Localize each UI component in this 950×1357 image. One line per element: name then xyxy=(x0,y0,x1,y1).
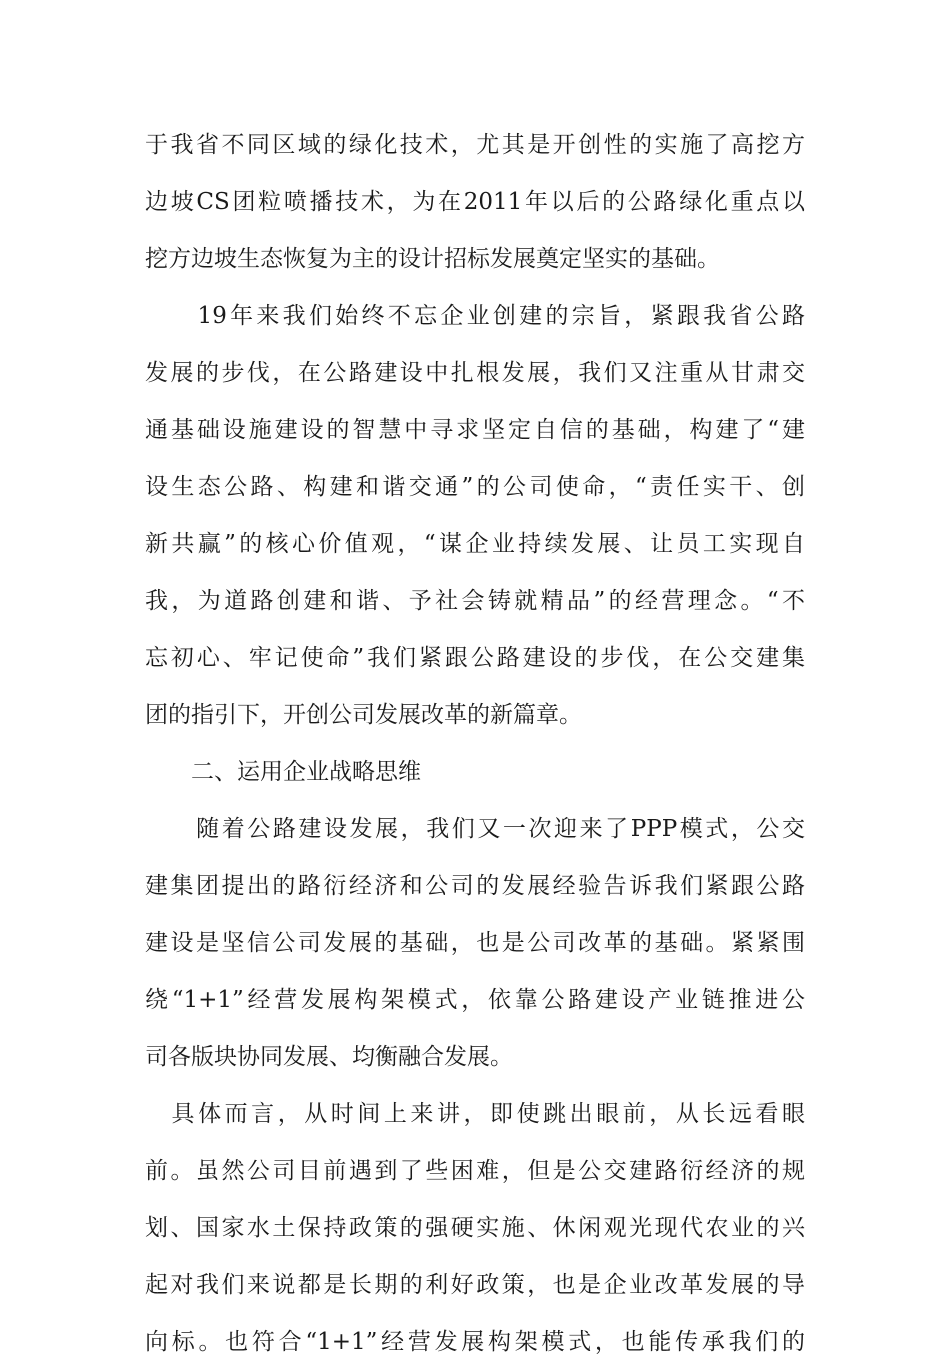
text-line-10: 忘初心、牢记使命”我们紧跟公路建设的步伐，在公交建集 xyxy=(145,645,805,671)
text-line-2: 边坡CS团粒喷播技术，为在2011年以后的公路绿化重点以 xyxy=(145,189,805,215)
text-line-22: 向标。也符合“1+1”经营发展构架模式，也能传承我们的 xyxy=(145,1329,805,1355)
text-line-20: 划、国家水土保持政策的强硬实施、休闲观光现代农业的兴 xyxy=(145,1215,805,1241)
text-line-9: 我，为道路创建和谐、予社会铸就精品”的经营理念。“不 xyxy=(145,588,805,614)
text-line-11: 团的指引下，开创公司发展改革的新篇章。 xyxy=(145,702,582,728)
text-line-17: 司各版块协同发展、均衡融合发展。 xyxy=(145,1044,513,1070)
text-line-7: 设生态公路、构建和谐交通”的公司使命，“责任实干、创 xyxy=(145,474,805,500)
text-line-18: 具体而言，从时间上来讲，即使跳出眼前，从长远看眼 xyxy=(145,1101,805,1127)
text-line-19: 前。虽然公司目前遇到了些困难，但是公交建路衍经济的规 xyxy=(145,1158,805,1184)
text-line-5: 发展的步伐，在公路建设中扎根发展，我们又注重从甘肃交 xyxy=(145,360,805,386)
text-line-13: 随着公路建设发展，我们又一次迎来了PPP模式，公交 xyxy=(145,816,805,842)
text-line-14: 建集团提出的路衍经济和公司的发展经验告诉我们紧跟公路 xyxy=(145,873,805,899)
text-line-21: 起对我们来说都是长期的利好政策，也是企业改革发展的导 xyxy=(145,1272,805,1298)
text-line-16: 绕“1+1”经营发展构架模式，依靠公路建设产业链推进公 xyxy=(145,987,805,1013)
section-heading: 二、运用企业战略思维 xyxy=(145,759,421,785)
text-line-6: 通基础设施建设的智慧中寻求坚定自信的基础，构建了“建 xyxy=(145,417,805,443)
text-line-4: 19年来我们始终不忘企业创建的宗旨，紧跟我省公路 xyxy=(145,303,805,329)
text-line-1: 于我省不同区域的绿化技术，尤其是开创性的实施了高挖方 xyxy=(145,132,805,158)
text-line-3: 挖方边坡生态恢复为主的设计招标发展奠定坚实的基础。 xyxy=(145,246,720,272)
text-line-8: 新共赢”的核心价值观，“谋企业持续发展、让员工实现自 xyxy=(145,531,805,557)
text-line-15: 建设是坚信公司发展的基础，也是公司改革的基础。紧紧围 xyxy=(145,930,805,956)
